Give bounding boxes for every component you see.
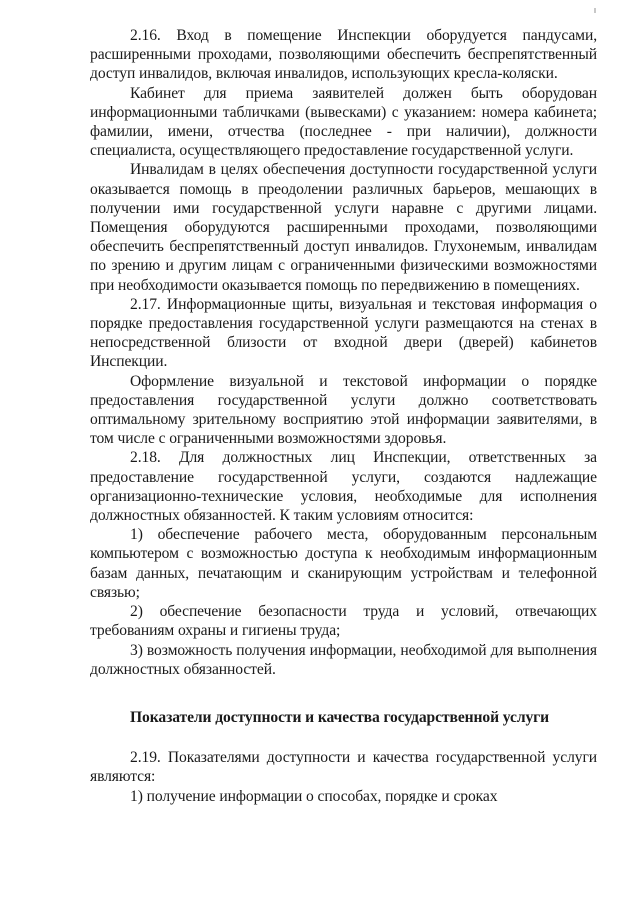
section-heading: Показатели доступности и качества государственной услуги bbox=[130, 708, 550, 726]
paragraph-2-16: 2.16. Вход в помещение Инспекции оборудуется пандусами, расширенными проходами, позволяющими обеспечить беспрепятственный доступ инвалидов, включая инвалидов, использующих кресла-коляски. bbox=[90, 27, 597, 83]
paragraph-reception-cabinet: Кабинет для приема заявителей должен быть оборудован информационными табличками (вывесками) с указанием: номера кабинета; фамилии, имени, отчества (последнее - при наличии), должности специалиста, осуществляющего предоставление государственной услуги. bbox=[90, 84, 597, 160]
paragraph-visual-info: Оформление визуальной и текстовой информации о порядке предоставления государственной услуги должно соответствовать оптимальному зрительному восприятию этой информации заявителями, в том числе с ограниченными возможностями здоровья. bbox=[90, 372, 597, 448]
scan-mark bbox=[594, 8, 596, 13]
paragraph-2-19: 2.19. Показателями доступности и качества государственной услуги являются: bbox=[90, 749, 597, 786]
paragraph-2-18: 2.18. Для должностных лиц Инспекции, ответственных за предоставление государственной услуги, создаются надлежащие организационно-технические условия, необходимые для исполнения должностных обязанностей. К таким условиям относится: bbox=[90, 449, 597, 525]
list-item-obtaining-info: 1) получение информации о способах, порядке и сроках bbox=[130, 787, 498, 805]
paragraph-disabled-assistance: Инвалидам в целях обеспечения доступности государственной услуги оказывается помощь в преодолении различных барьеров, мешающих в получении ими государственной услуги наравне с другими лицами. Помещения оборудуются расширенными проходами, позволяющими обеспечить беспрепятственный доступ инвалидов. Глухонемым, инвалидам по зрению и другим лицам с ограниченными физическими возможностями при необходимости оказывается помощь по передвижению в помещениях. bbox=[90, 161, 597, 294]
document-body bbox=[90, 26, 597, 806]
list-item-safety: 2) обеспечение безопасности труда и условий, отвечающих требованиям охраны и гигиены труда; bbox=[90, 603, 597, 640]
paragraph-2-17: 2.17. Информационные щиты, визуальная и текстовая информация о порядке предоставления государственной услуги размещаются на стенах в непосредственной близости от входной двери (дверей) кабинетов Инспекции. bbox=[90, 295, 597, 371]
list-item-workplace: 1) обеспечение рабочего места, оборудованным персональным компьютером с возможностью доступа к необходимым информационным базам данных, печатающим и сканирующим устройствам и телефонной связью; bbox=[90, 526, 597, 601]
list-item-information: 3) возможность получения информации, необходимой для выполнения должностных обязанностей. bbox=[90, 641, 597, 678]
